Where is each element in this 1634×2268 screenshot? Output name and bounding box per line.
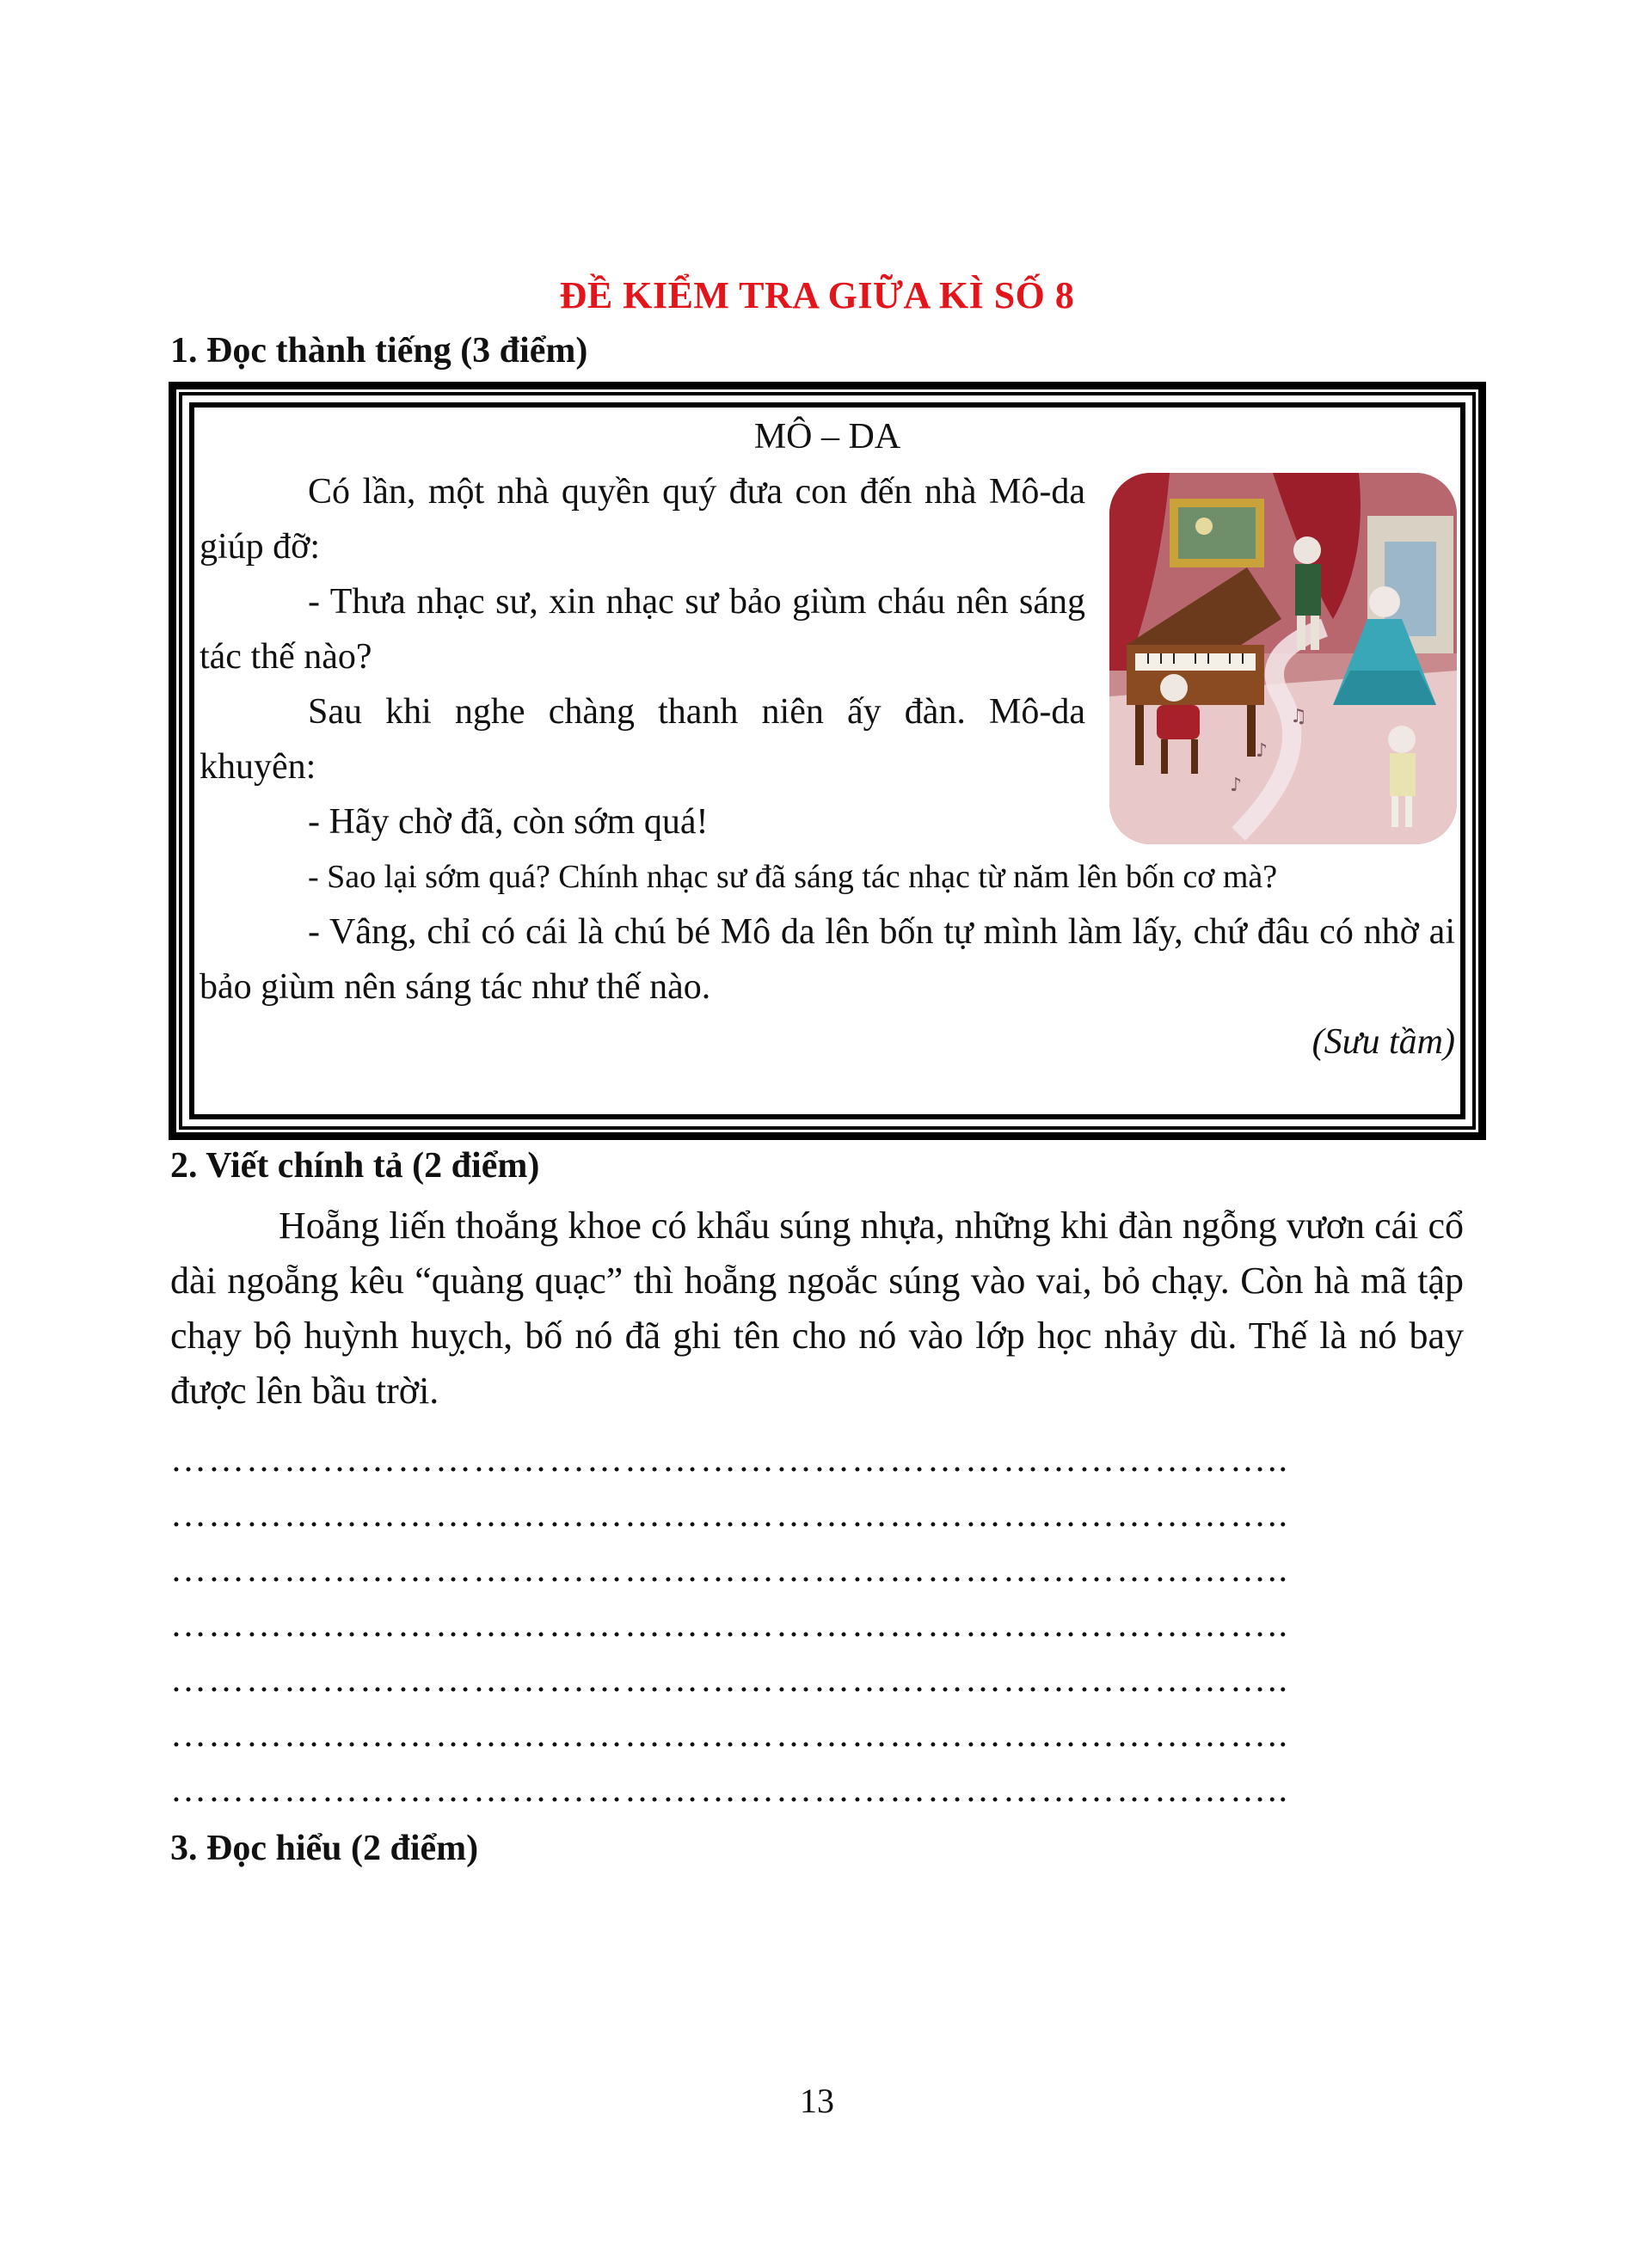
passage-source: (Sưu tầm) xyxy=(1312,1022,1455,1062)
section-heading-dictation: 2. Viết chính tả (2 điểm) xyxy=(170,1146,540,1186)
passage-paragraph: - Thưa nhạc sư, xin nhạc sư bảo giùm cháu nên sáng tác thế nào? xyxy=(200,582,1085,677)
passage-paragraph: - Vâng, chỉ có cái là chú bé Mô da lên bốn tự mình làm lấy, chứ đâu có nhờ ai bảo giùm nên sáng tác như thế nào. xyxy=(200,912,1455,1007)
passage-paragraph: - Sao lại sớm quá? Chính nhạc sư đã sáng tác nhạc từ năm lên bốn cơ mà? xyxy=(308,859,1278,895)
answer-line[interactable]: …………………………………………………………………………….. xyxy=(170,1443,1289,1477)
svg-text:♪: ♪ xyxy=(1256,740,1268,762)
answer-line[interactable]: …………………………………………………………………………….. xyxy=(170,1663,1289,1697)
answer-line[interactable]: …………………………………………………………………………….. xyxy=(170,1608,1289,1642)
section-heading-reading-comprehension: 3. Đọc hiểu (2 điểm) xyxy=(170,1829,479,1868)
dictation-paragraph: Hoẵng liến thoắng khoe có khẩu súng nhựa, những khi đàn ngỗng vươn cái cổ dài ngoẵng kêu “quàng quạc” thì hoẵng ngoắc súng vào vai, bỏ chạy. Còn hà mã tập chạy bộ huỳnh huỵch, bố nó đã ghi tên cho nó vào lớp học nhảy dù. Thế là nó bay được lên bầu trời. xyxy=(170,1204,1464,1412)
passage-title: MÔ – DA xyxy=(753,417,901,457)
answer-line[interactable]: …………………………………………………………………………….. xyxy=(170,1718,1289,1752)
exam-title: ĐỀ KIỂM TRA GIỮA KÌ SỐ 8 xyxy=(559,274,1075,316)
passage-paragraph: Có lần, một nhà quyền quý đưa con đến nhà Mô-da giúp đỡ: xyxy=(200,472,1085,567)
page-number: 13 xyxy=(800,2081,834,2120)
svg-text:♪: ♪ xyxy=(1230,775,1243,796)
passage-paragraph: - Hãy chờ đã, còn sớm quá! xyxy=(308,802,709,842)
svg-text:♫: ♫ xyxy=(1290,706,1307,727)
answer-line[interactable]: …………………………………………………………………………….. xyxy=(170,1498,1289,1532)
mozart-piano-illustration xyxy=(1109,473,1457,844)
passage-paragraph: Sau khi nghe chàng thanh niên ấy đàn. Mô-da khuyên: xyxy=(200,692,1085,787)
section-heading-reading-aloud: 1. Đọc thành tiếng (3 điểm) xyxy=(170,331,588,371)
answer-line[interactable]: …………………………………………………………………………….. xyxy=(170,1773,1289,1807)
answer-line[interactable]: …………………………………………………………………………….. xyxy=(170,1553,1289,1587)
